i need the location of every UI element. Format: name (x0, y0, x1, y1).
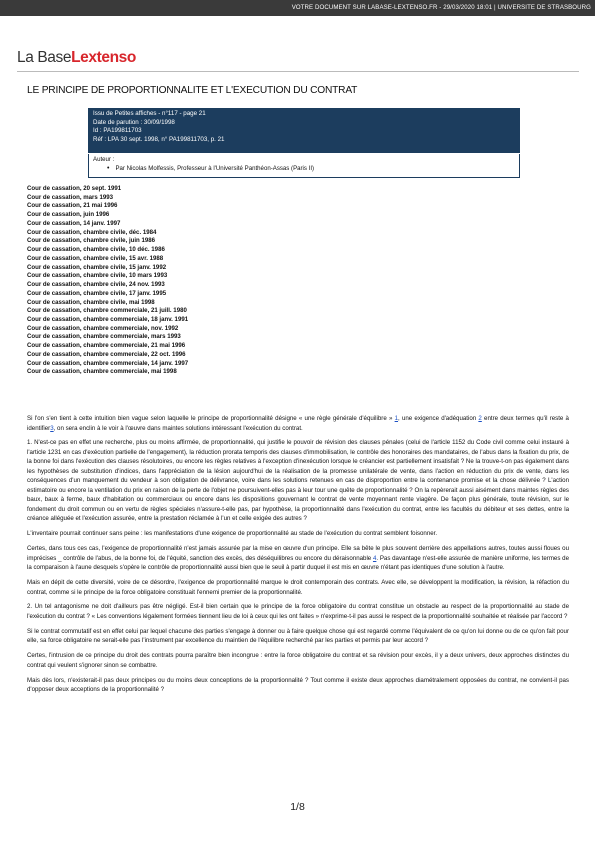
text-run: Certes, dans tous ces cas, l'exigence de proportionnalité n'est jamais assurée par la mise en œuvre d'un principe. Elle sa bête le plus souvent derrière des appellations autres, toutes aussi floues ou imprécises _ contrôle de l'abus, de la bonne foi, de l'équité, sanction des excès, des déséquilibres ou encore du déraisonnable (27, 545, 569, 562)
paragraph-certes (27, 544, 569, 573)
decision-item[interactable]: Cour de cassation, chambre commerciale, 21 juill. 1980 (27, 307, 187, 315)
author-box (88, 154, 520, 178)
decision-item[interactable]: Cour de cassation, chambre civile, 24 nov. 1993 (27, 281, 165, 289)
footnote-link[interactable]: 2 (478, 415, 482, 422)
reference-line: Réf : LPA 30 sept. 1998, n° PA199811703, p. 21 (93, 135, 225, 143)
header-divider (17, 71, 579, 72)
logo-part-labase: La Base (17, 49, 72, 66)
decision-item[interactable]: Cour de cassation, chambre civile, 15 avr. 1988 (27, 254, 164, 262)
decision-item[interactable]: Cour de cassation, chambre commerciale, 21 mai 1996 (27, 342, 186, 350)
author-name: Par Nicolas Molfessis, Professeur à l'Université Panthéon-Assas (Paris II) (115, 165, 315, 172)
decision-item[interactable]: Cour de cassation, chambre commerciale, 14 janv. 1997 (27, 359, 189, 367)
decision-item[interactable]: Cour de cassation, chambre civile, 17 janv. 1995 (27, 289, 167, 297)
footnote-link[interactable]: 4 (372, 554, 377, 562)
decision-item[interactable]: Cour de cassation, chambre civile, 10 déc. 1986 (27, 246, 165, 254)
decision-item[interactable]: Cour de cassation, chambre commerciale, nov. 1992 (27, 324, 179, 332)
author-item (93, 164, 515, 173)
banner-text: VOTRE DOCUMENT SUR LABASE-LEXTENSO.FR - 29/03/2020 18:01 | UNIVERSITE DE STRASBOURG (291, 4, 591, 11)
text-run: , on sera enclin à le voir à l'œuvre dans maintes solutions intéressant l'exécution du contrat. (53, 424, 303, 432)
decision-item[interactable]: Cour de cassation, 21 mai 1996 (27, 202, 118, 210)
paragraph-commutatif: Si le contrat commutatif est en effet celui par lequel chacune des parties s'engage à donner ou à faire quelque chose qui est regardé comme l'équivalent de ce qu'on lui donne ou de ce qu'on fait pour elle, sa force obligatoire ne serait-elle pas l'instrument par excellence du maintien de l'équilibre recherché par les parties et permis par leur accord ? (27, 627, 569, 645)
paragraph-diversity: Mais en dépit de cette diversité, voire de ce désordre, l'exigence de proportionnalité marque le droit contemporain des contrats. Avec elle, se développent la modification, la révision, la réfaction du contrat, comme si le principe de la force obligatoire constituait l'ennemi premier de la proportionnalité. (27, 579, 569, 596)
article-body (27, 414, 569, 700)
paragraph-2: 2. Un tel antagonisme ne doit d'ailleurs pas être négligé. Est-il bien certain que le principe de la force obligatoire du contrat constitue un obstacle au respect de la proportionnalité au stade de l'exécution du contrat ? « Les conventions légalement formées tiennent lieu de loi à ceux qui les ont faites » n'exprime-t-il pas aussi le respect de la proportionnalité souhaitée et réalisée par l'accord ? (27, 603, 569, 620)
logo-part-lextenso: Lextenso (71, 49, 136, 66)
page-number: 1/8 (290, 801, 305, 813)
decisions-list (27, 185, 188, 377)
paragraph-intro (27, 414, 569, 433)
decision-item[interactable]: Cour de cassation, 20 sept. 1991 (27, 185, 122, 192)
source-line: Issu de Petites affiches - n°117 - page 21 (93, 110, 206, 117)
decision-item[interactable]: Cour de cassation, chambre civile, juin 1986 (27, 237, 156, 245)
publication-date-line: Date de parution : 30/09/1998 (93, 118, 175, 126)
paragraph-1: 1. N'est-ce pas en effet une recherche, plus ou moins affirmée, de proportionnalité, qui justifie le pouvoir de révision des clauses pénales (celui de l'article 1152 du Code civil comme celui instauré à l'article 1231 en cas d'exécution partielle de l'engagement), la réduction prorata temporis des clauses d'immobilisation, le contrôle des honoraires des mandataires, de l'abus dans la fixation du prix, de la bonne foi dans l'exécution des clauses résolutoires, ou encore les règles relatives à l'exception d'inexécution lorsque le créancier est partiellement insatisfait ? Ne la trouve-t-on pas également dans les hypothèses de substitution d'indices, dans l'appréciation de la lésion aujourd'hui de la réalisation de la promesse unilatérale de vente, dans l'action en réduction du prix de vente, dans les conséquences d'un manquement du vendeur à son obligation de délivrance, voire dans les solutions retenues en cas de disproportion entre la contenance promise et la chose délivrée ? L'action estimatoire ou encore la ventilation du prix en raison de la perte de l'objet ne poursuivent-elles pas à leur tour une quête de proportionnalité ? On la repèrerait aussi aisément dans maintes règles des baux, baux à ferme, baux d'habitation ou commerciaux ou encore dans les dispositions gouvernant le contrat de vente moyennant rente viagère. De façon plus générale, toute révision, sur le fondement du droit commun ou en vertu de règles spéciales n'assure-t-elle pas, par hypothèse, la proportionnalité dans l'exécution du contrat, entre les facultés du débiteur et ses dettes, entre la créance alléguée et l'exécution assurée, entre la prestation réclamée à l'un et celle exigée des autres ? (27, 439, 569, 523)
text-run: . Pas davantage n'est-elle assurée de manière uniforme, les termes de la comparaison à l'aune desquels s'opère le contrôle de proportionnalité aussi bien que le seuil à partir duquel il est mis en œuvre n'étant pas identiques d'une solution à l'autre. (27, 554, 569, 572)
author-label: Auteur : (93, 156, 115, 163)
decision-item[interactable]: Cour de cassation, juin 1996 (27, 211, 110, 219)
decision-item[interactable]: Cour de cassation, chambre commerciale, 18 janv. 1991 (27, 316, 189, 324)
document-title: LE PRINCIPE DE PROPORTIONNALITE ET L'EXECUTION DU CONTRAT (27, 85, 358, 96)
decision-item[interactable]: Cour de cassation, chambre civile, déc. 1984 (27, 228, 157, 236)
document-id-line: Id : PA199811703 (93, 127, 142, 135)
site-banner (0, 0, 595, 16)
decision-item[interactable]: Cour de cassation, mars 1993 (27, 193, 114, 201)
paragraph-inventory: L'inventaire pourrait continuer sans peine : les manifestations d'une exigence de proportionnalité au stade de l'exécution du contrat semblent foisonner. (27, 530, 438, 538)
document-info-box (88, 108, 520, 153)
footnote-link[interactable]: 3 (50, 424, 54, 432)
text-run: , une exigence d'adéquation (398, 415, 477, 422)
decision-item[interactable]: Cour de cassation, chambre civile, 15 janv. 1992 (27, 263, 167, 271)
bullet-icon: • (107, 165, 110, 172)
decision-item[interactable]: Cour de cassation, chambre commerciale, 22 oct. 1996 (27, 350, 186, 358)
text-run: Si l'on s'en tient à cette intuition bien vague selon laquelle le principe de proportionnalité désigne « une règle générale d'équilibre » (27, 415, 393, 422)
decision-item[interactable]: Cour de cassation, chambre commerciale, mai 1998 (27, 368, 177, 376)
footnote-link[interactable]: 1 (394, 415, 399, 422)
decision-item[interactable]: Cour de cassation, chambre commerciale, mars 1993 (27, 333, 181, 341)
paragraph-two-principles: Mais dès lors, n'existerait-il pas deux principes ou du moins deux conceptions de la proportionnalité ? Tout comme il existe deux approches diamétralement opposées du contrat, ne convient-il pas d'opposer deux acceptions de la proportionnalité ? (27, 676, 569, 694)
labase-lextenso-logo[interactable] (17, 49, 136, 67)
decision-item[interactable]: Cour de cassation, chambre civile, 10 mars 1993 (27, 272, 168, 280)
decision-item[interactable]: Cour de cassation, chambre civile, mai 1998 (27, 298, 155, 306)
decision-item[interactable]: Cour de cassation, 14 janv. 1997 (27, 219, 121, 227)
text-run: entre deux termes qu'il reste à identifier (27, 415, 569, 432)
paragraph-intrusion: Certes, l'intrusion de ce principe du droit des contrats pourra paraître bien incongrue : entre la force obligatoire du contrat et sa révision pour excès, il y a deux univers, deux approches distinctes du contrat qui veulent s'ignorer sinon se combattre. (27, 652, 569, 669)
